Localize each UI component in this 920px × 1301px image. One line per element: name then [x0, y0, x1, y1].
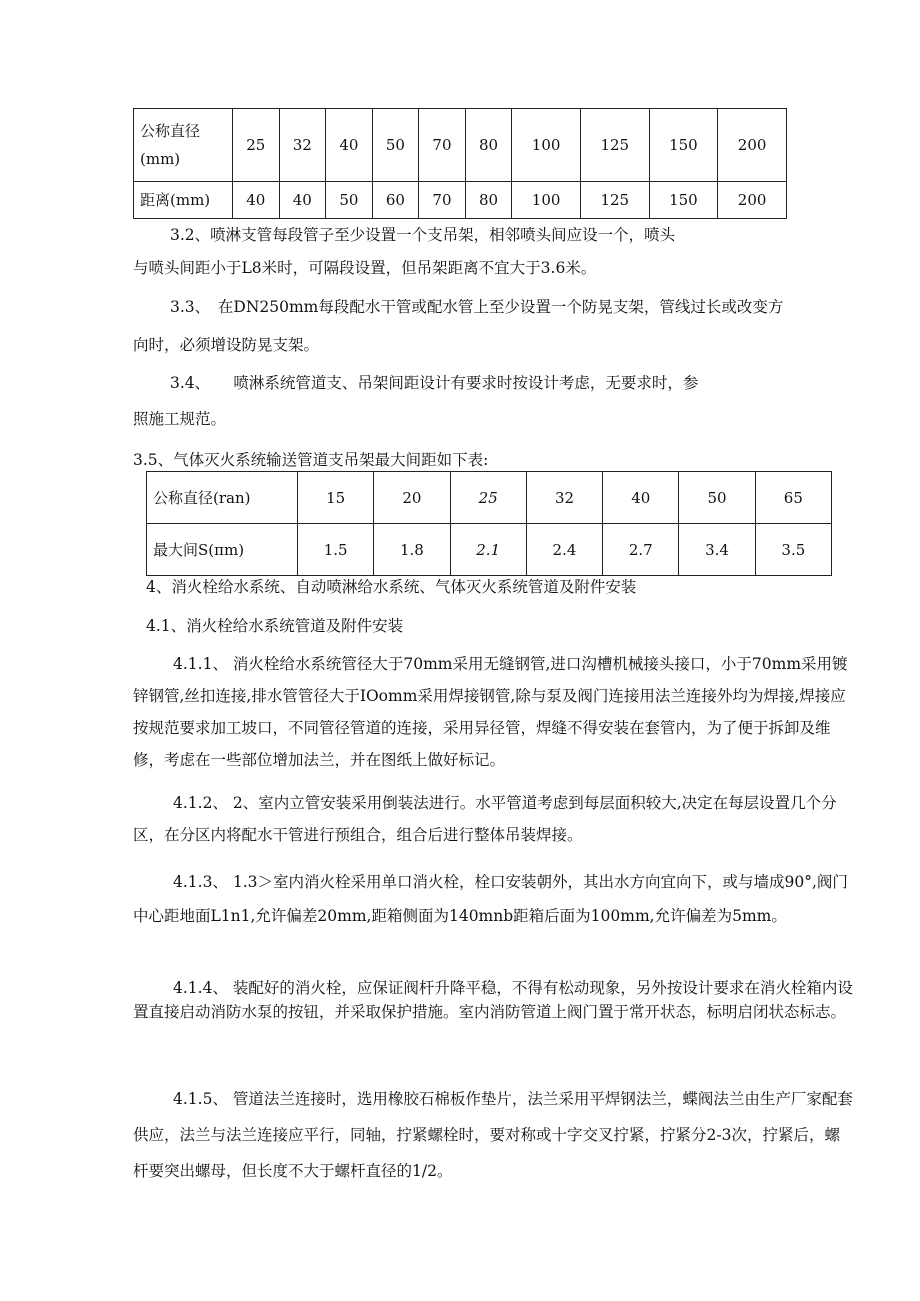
table-cell: 40: [326, 109, 373, 182]
paragraph-3-4-line1: 3.4、 喷淋系统管道支、吊架间距设计有要求时按设计考虑，无要求时，参: [170, 374, 699, 392]
paragraph-4-1-3: 4.1.3、 1.3＞室内消火栓采用单口消火栓，栓口安装朝外，其出水方向宜向下，或与墙成90°,阀门中心距地面L1n1,允许偏差20mm,距箱侧面为140mnb距箱后面为100mm,允许偏差为5mm。: [133, 873, 848, 925]
table-row: [147, 472, 832, 524]
support-spacing-table: [133, 108, 787, 219]
table-cell: 3.4: [679, 524, 755, 576]
table-cell: 40: [279, 182, 326, 219]
table-cell: 125: [580, 109, 649, 182]
paragraph-4-1-1: 4.1.1、 消火栓给水系统管径大于70mm采用无缝钢管,进口沟槽机械接头接口，小于70mm采用镀锌钢管,丝扣连接,排水管管径大于IOomm采用焊接钢管,除与泵及阀门连接用法兰连接外均为焊接,焊接应按规范要求加工坡口，不同管径管道的连接，采用异径管，焊缝不得安装在套管内，为了便于拆卸及维修，考虑在一些部位增加法兰，并在图纸上做好标记。: [133, 655, 848, 769]
table-cell: 50: [679, 472, 755, 524]
paragraph-3-3-line2: 向时，必须增设防晃支架。: [133, 336, 320, 354]
table-header-cell: 最大间S(πm): [147, 524, 298, 576]
table-cell: 2.4: [526, 524, 602, 576]
table-cell: 2.1: [450, 524, 526, 576]
table-cell: 25: [450, 472, 526, 524]
paragraph-3-5: 3.5、气体灭火系统输送管道支吊架最大间距如下表:: [133, 451, 489, 469]
table-cell: 25: [233, 109, 280, 182]
table-cell: 65: [755, 472, 831, 524]
table-cell: 40: [233, 182, 280, 219]
table-header-cell: 公称直径 (mm): [134, 109, 233, 182]
section-heading-4: 4、消火栓给水系统、自动喷淋给水系统、气体灭火系统管道及附件安装: [146, 578, 637, 596]
table-cell: 40: [603, 472, 679, 524]
table-cell: 15: [298, 472, 374, 524]
table-cell: 100: [512, 109, 581, 182]
table-cell: 100: [512, 182, 581, 219]
table-cell: 70: [419, 182, 466, 219]
table-cell: 125: [580, 182, 649, 219]
table-header-cell: 公称直径(ran): [147, 472, 298, 524]
table-cell: 2.7: [603, 524, 679, 576]
table-header-cell: 距离(mm): [134, 182, 233, 219]
table-cell: 1.8: [374, 524, 450, 576]
paragraph-3-4-line2: 照施工规范。: [133, 410, 227, 428]
table-cell: 200: [718, 182, 787, 219]
table-row: [134, 109, 787, 182]
table-row: [134, 182, 787, 219]
paragraph-4-1-4: 4.1.4、 装配好的消火栓，应保证阀杆升降平稳，不得有松动现象，另外按设计要求在消火栓箱内设置直接启动消防水泵的按钮，并采取保护措施。室内消防管道上阀门置于常开状态，标明启闭状态标志。: [133, 979, 853, 1021]
table-cell: 60: [372, 182, 419, 219]
paragraph-4-1-2: 4.1.2、 2、室内立管安装采用倒装法进行。水平管道考虑到每层面积较大,决定在每层设置几个分区，在分区内将配水干管进行预组合，组合后进行整体吊装焊接。: [133, 794, 837, 844]
section-heading-4-1: 4.1、消火栓给水系统管道及附件安装: [146, 617, 404, 635]
table-cell: 50: [372, 109, 419, 182]
table-cell: 32: [279, 109, 326, 182]
table-cell: 20: [374, 472, 450, 524]
paragraph-3-2-line1: 3.2、喷淋支管每段管子至少设置一个支吊架，相邻喷头间应设一个，喷头: [170, 226, 676, 244]
table-cell: 150: [649, 109, 718, 182]
table-cell: 80: [465, 182, 512, 219]
table-cell: 80: [465, 109, 512, 182]
table-cell: 3.5: [755, 524, 831, 576]
table-cell: 70: [419, 109, 466, 182]
table-row: [147, 524, 832, 576]
table-cell: 50: [326, 182, 373, 219]
paragraph-3-3-line1: 3.3、 在DN250mm每段配水干管或配水管上至少设置一个防晃支架，管线过长或改变方: [170, 298, 784, 316]
table-cell: 150: [649, 182, 718, 219]
table-cell: 1.5: [298, 524, 374, 576]
paragraph-4-1-5: 4.1.5、 管道法兰连接时，选用橡胶石棉板作垫片，法兰采用平焊钢法兰，蝶阀法兰由生产厂家配套供应，法兰与法兰连接应平行，同轴，拧紧螺栓时，要对称或十字交叉拧紧，拧紧分2-3次，拧紧后，螺杆要突出螺母，但长度不大于螺杆直径的1/2。: [133, 1090, 853, 1180]
table-cell: 32: [526, 472, 602, 524]
table-cell: 200: [718, 109, 787, 182]
paragraph-3-2-line2: 与喷头间距小于L8米时，可隔段设置，但吊架距离不宜大于3.6米。: [133, 259, 597, 277]
gas-pipe-spacing-table: [146, 471, 832, 576]
